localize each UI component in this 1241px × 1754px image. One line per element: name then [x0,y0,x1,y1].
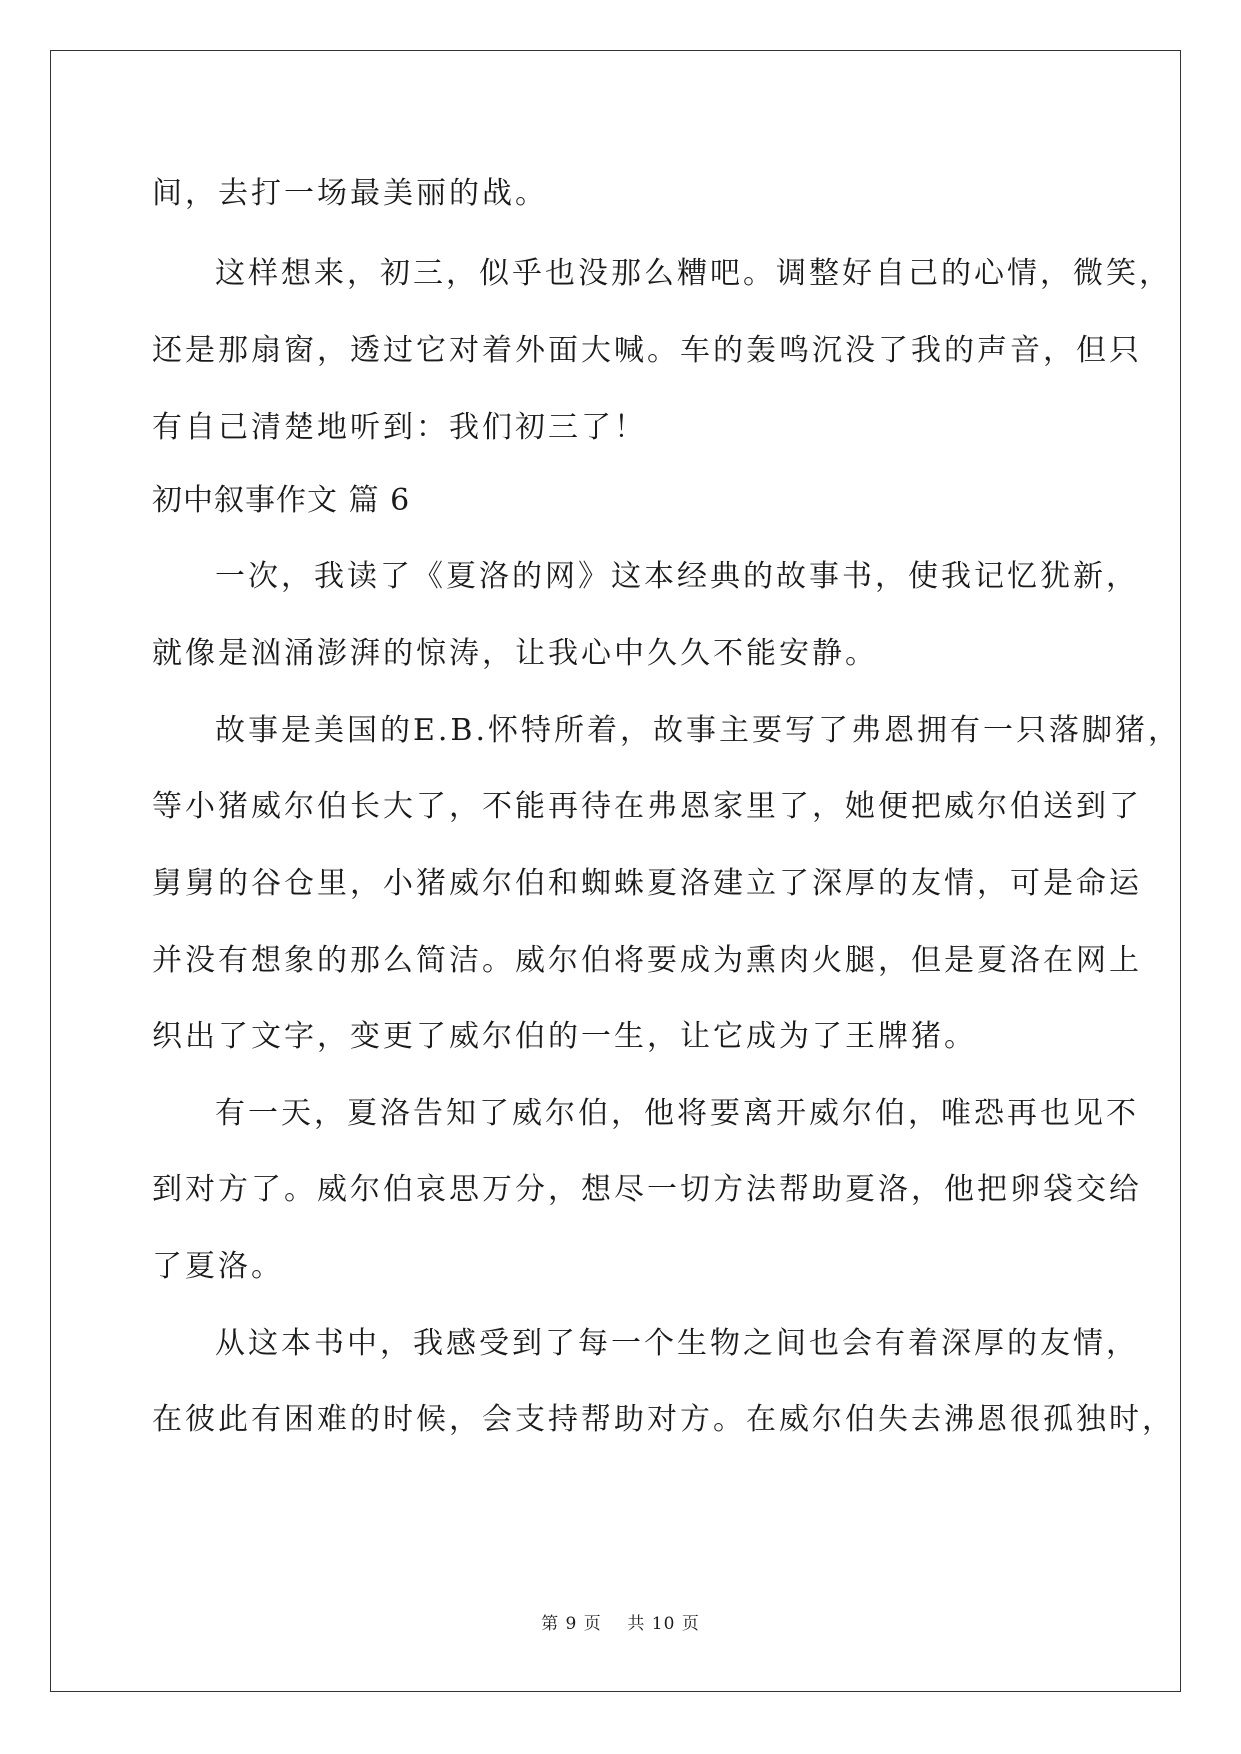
text-line: 了夏洛。 [152,1249,284,1284]
text-line: 有一天，夏洛告知了威尔伯，他将要离开威尔伯，唯恐再也见不 [215,1096,1139,1131]
text-line: 从这本书中，我感受到了每一个生物之间也会有着深厚的友情， [215,1326,1139,1361]
text-line: 就像是汹涌澎湃的惊涛，让我心中久久不能安静。 [152,636,878,671]
text-line: 等小猪威尔伯长大了，不能再待在弗恩家里了，她便把威尔伯送到了 [152,789,1142,824]
page-footer [0,1612,1241,1636]
section-heading: 初中叙事作文 篇 6 [152,483,411,518]
text-line: 织出了文字，变更了威尔伯的一生，让它成为了王牌猪。 [152,1019,977,1054]
text-line: 还是那扇窗，透过它对着外面大喊。车的轰鸣沉没了我的声音，但只 [152,333,1142,368]
text-line: 这样想来，初三，似乎也没那么糟吧。调整好自己的心情，微笑， [215,256,1172,291]
text-line: 一次，我读了《夏洛的网》这本经典的故事书，使我记忆犹新， [215,559,1139,594]
text-line: 在彼此有困难的时候，会支持帮助对方。在威尔伯失去沸恩很孤独时， [152,1402,1175,1437]
text-line: 并没有想象的那么简洁。威尔伯将要成为熏肉火腿，但是夏洛在网上 [152,943,1142,978]
page-total: 共 10 页 [627,1614,700,1634]
text-line: 故事是美国的E.B.怀特所着，故事主要写了弗恩拥有一只落脚猪， [215,713,1182,748]
text-line: 舅舅的谷仓里，小猪威尔伯和蜘蛛夏洛建立了深厚的友情，可是命运 [152,866,1142,901]
page-number: 第 9 页 [541,1614,602,1634]
text-line: 间，去打一场最美丽的战。 [152,176,548,211]
text-line: 有自己清楚地听到：我们初三了！ [152,410,647,445]
text-line: 到对方了。威尔伯哀思万分，想尽一切方法帮助夏洛，他把卵袋交给 [152,1172,1142,1207]
